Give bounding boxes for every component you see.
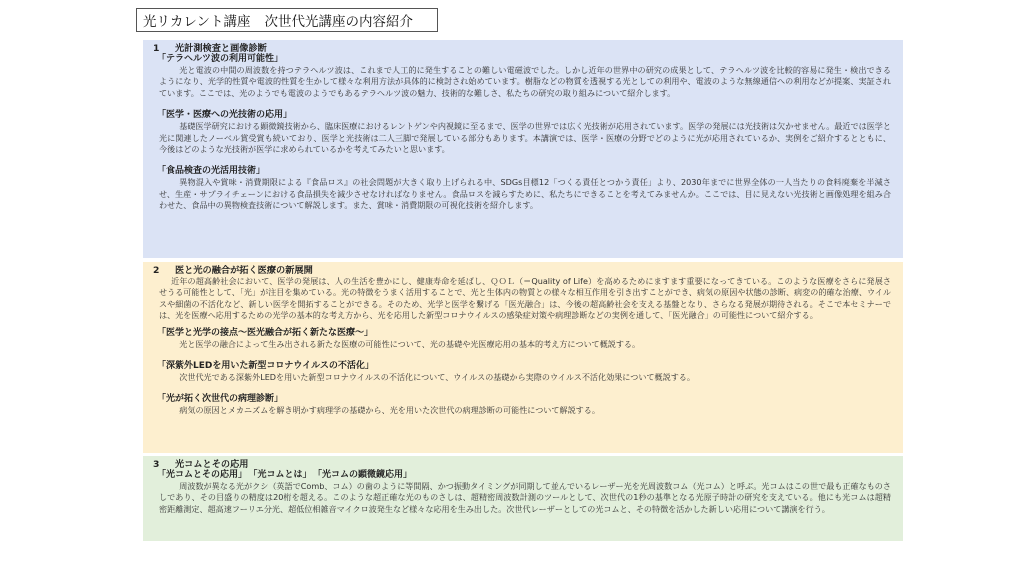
section-medical-optics — [143, 262, 903, 453]
section-title: 医と光の融合が拓く医療の新展開 — [175, 265, 313, 276]
section-optical-measurement — [143, 40, 903, 258]
topic-heading: 「光コムとその応用」 — [157, 470, 248, 480]
series-title: 光リカレント講座 — [143, 14, 251, 30]
spacer — [153, 99, 893, 110]
spacer — [153, 350, 893, 361]
section-number: 1 — [153, 43, 160, 54]
page-title-box — [136, 8, 438, 32]
topic-heading: 「光コムとは」 — [253, 470, 312, 480]
topic-description: 病気の原因とメカニズムを解き明かす病理学の基礎から、光を用いた次世代の病理診断の可能性について解説する。 — [179, 405, 600, 416]
topic-description: 基礎医学研究における顕微鏡技術から、臨床医療におけるレントゲンや内視鏡に至るまで、医学の世界では広く光技術が応用されています。医学の発展には光技術は欠かせません。最近では医学と光に関連したノーベル賞受賞も続いており、医学と光技術は二人三脚で発展している部分もあります。本講演では、医学・医療の分野でどのように光が応用されているか、実例をご紹介するとともに、今後はどのような光技術が医学に求められているかを考えてみたいと思います。 — [159, 121, 891, 155]
section-title: 光コムとその応用 — [175, 459, 249, 470]
topic-heading: 「光コムの顕微鏡応用」 — [317, 470, 413, 480]
topic-heading: 「光が拓く次世代の病理診断」 — [157, 394, 284, 405]
section-number: 3 — [153, 459, 160, 470]
spacer — [153, 155, 893, 166]
section-heading — [153, 43, 893, 54]
topic-heading: 「医学と光学の接点〜医光融合が拓く新たな医療〜」 — [157, 327, 374, 338]
section-intro: 近年の超高齢社会において、医学の発展は、人の生活を豊かにし、健康寿命を延ばし、ＱＯＬ（＝Quality of Life）を高めるためにますます重要になってきている。このような医療をさらに発展させうる可能性として、「光」が注目を集めている。光の特徴をうまく活用することで、光と生体内の物質との様々な相互作用を引き出すことができ、病気の原因や状態の診断、病変の的確な治療、ウイルスや細菌の不活化など、新しい医学を開拓することができる。そのため、光学と医学を繋げる「医光融合」は、今後の超高齢社会を支える基盤となり、さらなる発展が期待される。そこで本セミナーでは、光を医療へ応用するための光学の基本的な考え方から、光を応用した新型コロナウイルスの感染症対策や病理診断などの実例を通して、「医光融合」の可能性について紹介する。 — [159, 276, 891, 321]
topic-heading: 「医学・医療への光技術の応用」 — [157, 110, 293, 121]
spacer — [153, 383, 893, 394]
section-optical-comb — [143, 456, 903, 541]
topic-description: 異物混入や賞味・消費期限による『食品ロス』の社会問題が大きく取り上げられる中、SDGs目標12「つくる責任とつかう責任」より、2030年までに世界全体の一人当たりの食料廃棄を半減させ、生産・サプライチェーンにおける食品損失を減少させなければなりません。食品ロスを減らすために、私たちにできることを考えてみませんか。ここでは、目に見えない光技術と画像処理を組み合わせた、食品中の異物検査技術について解説します。また、賞味・消費期限の可視化技術を紹介します。 — [159, 177, 891, 211]
topic-heading-row — [157, 470, 893, 481]
topic-description: 周波数が異なる光がクシ（英語でComb、コム）の歯のように等間隔、かつ振動タイミングが同期して並んでいるレーザー光を光周波数コム（光コム）と呼ぶ。光コムはこの世で最も正確なものさしであり、その目盛りの精度は20桁を超える。このような超正確な光のものさしは、超精密周波数計測のツールとして、次世代の1秒の基準となる光原子時計の研究を支えている。他にも光コムは超精密距離測定、超高速フーリエ分光、超低位相雑音マイクロ波発生など様々な応用を生み出した。次世代レーザーとしての光コムと、その特徴を活かした新しい応用について講演を行う。 — [159, 481, 891, 514]
topic-heading: 「テラヘルツ波の利用可能性」 — [157, 54, 284, 64]
topic-description: 次世代光である深紫外LEDを用いた新型コロナウイルスの不活化について、ウイルスの基礎から実際のウイルス不活化効果について概説する。 — [179, 372, 695, 383]
section-title: 光計測検査と画像診断 — [175, 43, 267, 54]
topic-description: 光と医学の融合によって生み出される新たな医療の可能性について、光の基礎や光医療応用の基本的考え方について概説する。 — [179, 338, 641, 349]
page-subtitle: 次世代光講座の内容紹介 — [264, 14, 414, 30]
topic-heading: 「深紫外LEDを用いた新型コロナウイルスの不活化」 — [157, 361, 374, 372]
topic-description: 光と電波の中間の周波数を持つテラヘルツ波は、これまで人工的に発生することの難しい電磁波でした。しかし近年の世界中の研究の成果として、テラヘルツ波を比較的容易に発生・検出できるようになり、光学的性質や電波的性質を生かして様々な利用方法が具体的に検討され始めています。樹脂などの物質を透視する光としての利用や、電波のような無線通信への利用などが提案、実証されています。ここでは、光のようでも電波のようでもあるテラヘルツ波の魅力、技術的な難しさ、私たちの研究の取り組みについて紹介します。 — [159, 65, 891, 98]
topic-heading: 「食品検査の光活用技術」 — [157, 166, 266, 177]
section-heading — [153, 265, 893, 276]
section-number: 2 — [153, 265, 160, 276]
section-heading — [153, 459, 893, 470]
